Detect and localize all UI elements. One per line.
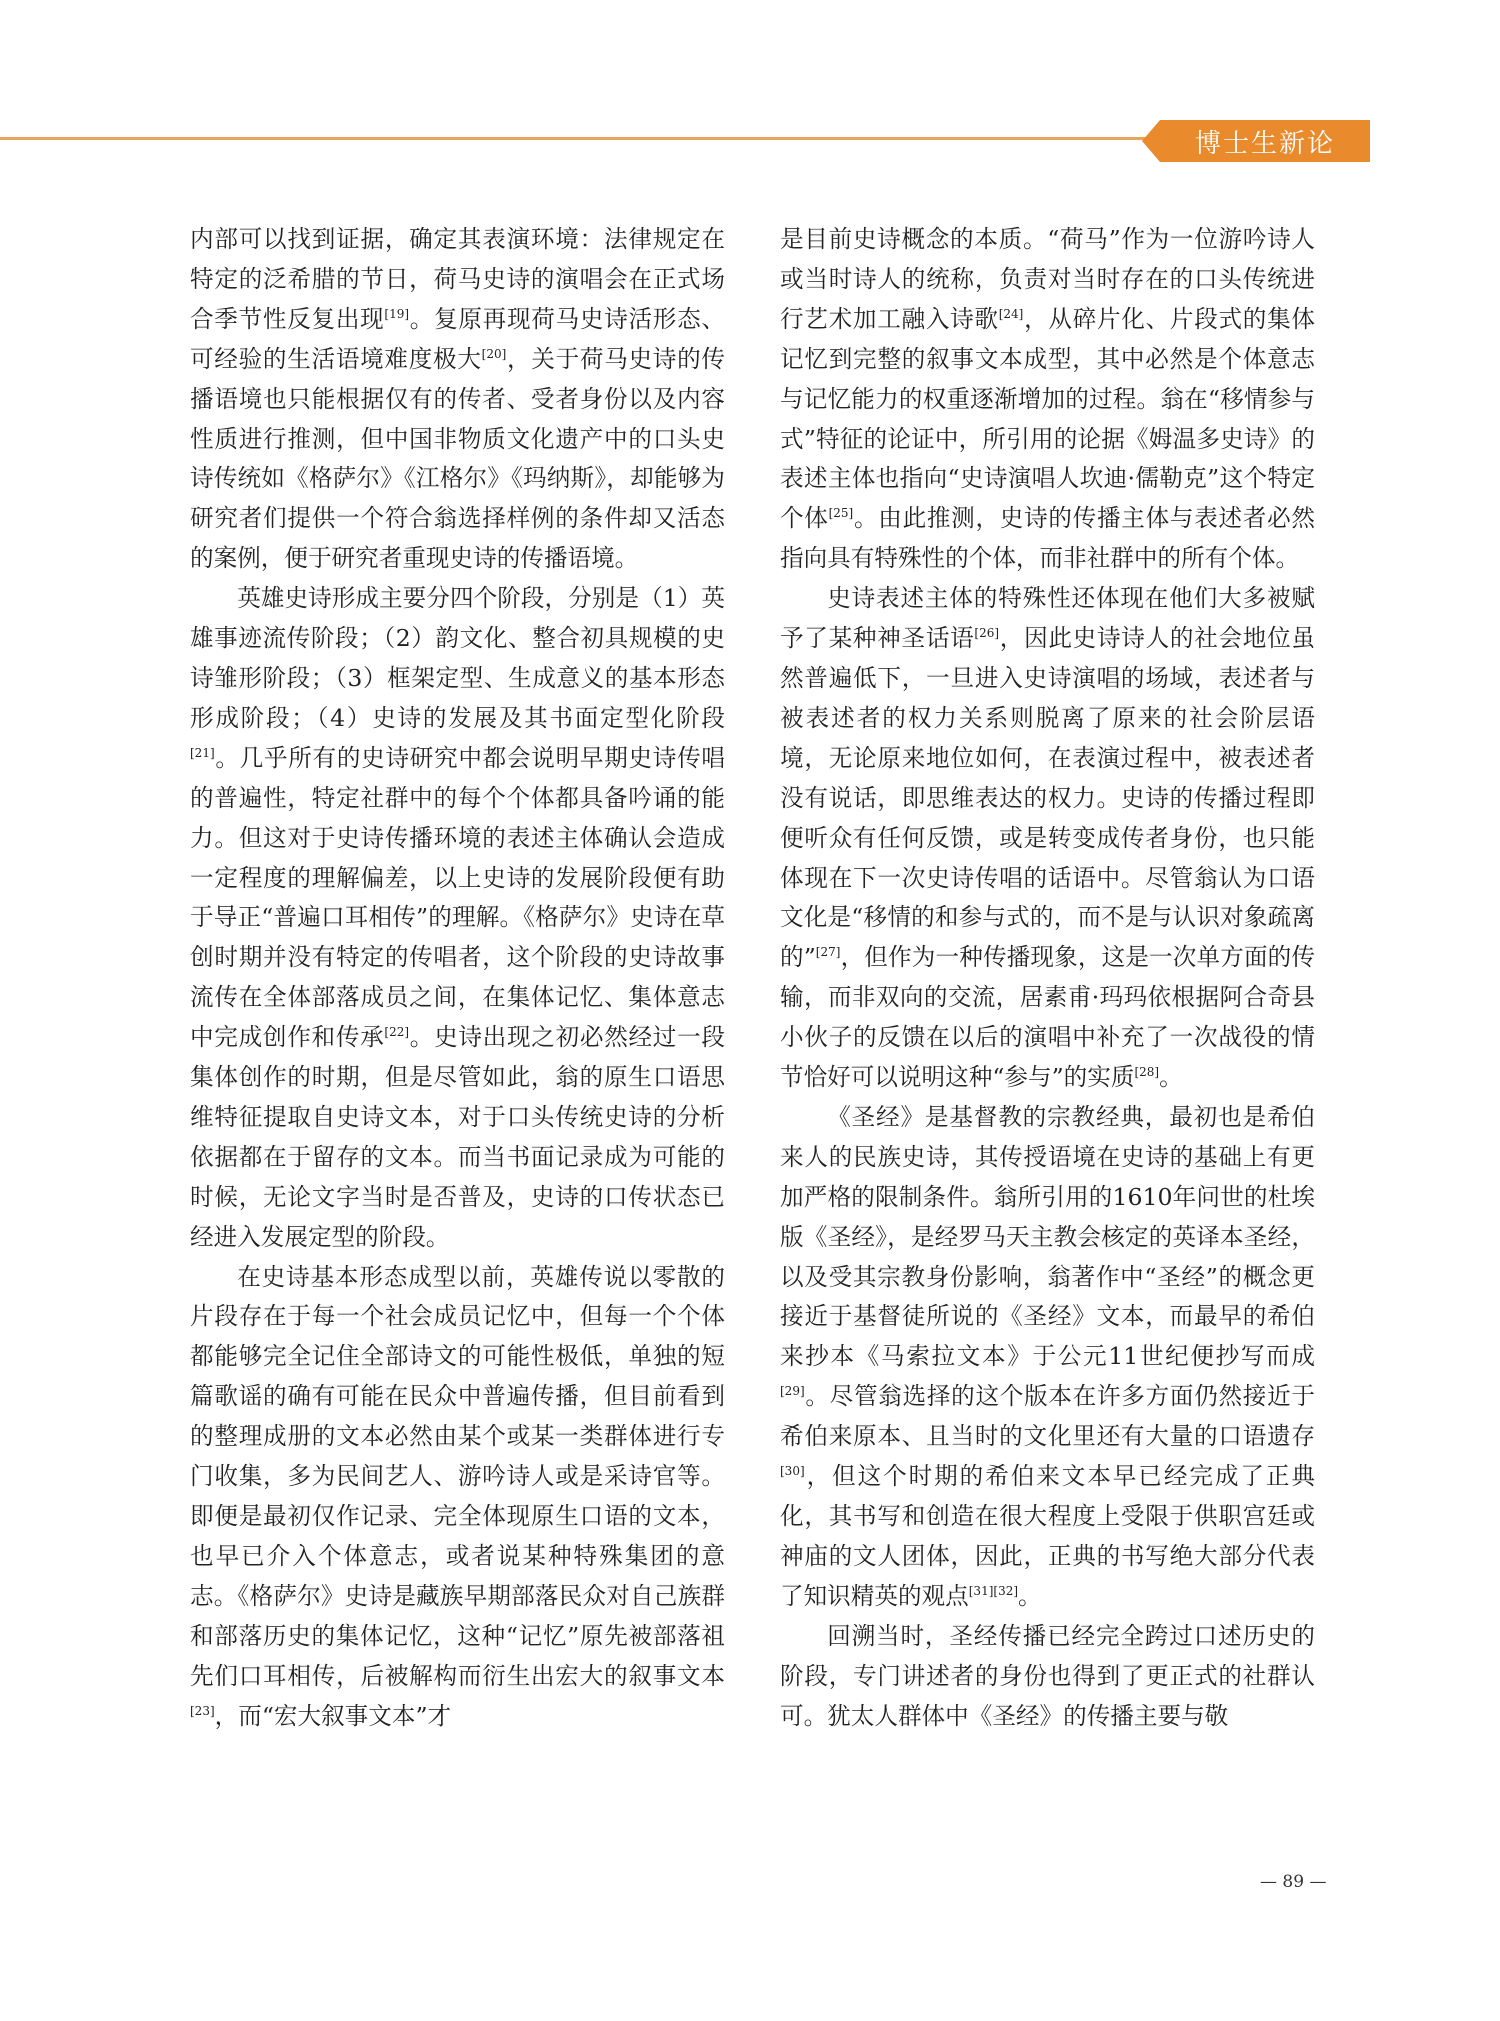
citation-ref: [31][32] [968, 1583, 1019, 1598]
paragraph [190, 1258, 725, 1737]
citation-ref: [29] [780, 1384, 805, 1399]
paragraph-text: ，但这个时期的希伯来文本早已经完成了正典化，其书写和创造在很大程度上受限于供职宫廷或神庙的文人团体，因此，正典的书写绝大部分代表了知识精英的观点 [780, 1462, 1315, 1610]
paragraph-text: 在史诗基本形态成型以前，英雄传说以零散的片段存在于每一个社会成员记忆中，但每一个个体都能够完全记住全部诗文的可能性极低，单独的短篇歌谣的确有可能在民众中普遍传播，但目前看到的整理成册的文本必然由某个或某一类群体进行专门收集，多为民间艺人、游吟诗人或是采诗官等。即便是最初仅作记录、完全体现原生口语的文本，也早已介入个体意志，或者说某种特殊集团的意志。《格萨尔》史诗是藏族早期部落民众对自己族群和部落历史的集体记忆，这种“记忆”原先被部落祖先们口耳相传，后被解构而衍生出宏大的叙事文本 [190, 1262, 725, 1690]
paragraph-text: 。由此推测，史诗的传播主体与表述者必然指向具有特殊性的个体，而非社群中的所有个体。 [780, 504, 1316, 573]
citation-ref: [24] [998, 306, 1024, 321]
citation-ref: [30] [780, 1464, 805, 1479]
paragraph [780, 1617, 1315, 1737]
paragraph-text: ，从碎片化、片段式的集体记忆到完整的叙事文本成型，其中必然是个体意志与记忆能力的权重逐渐增加的过程。翁在“移情参与式”特征的论证中，所引用的论据《姆温多史诗》的表述主体也指向“史诗演唱人坎迪·儒勒克”这个特定个体 [780, 304, 1316, 533]
citation-ref: [27] [815, 945, 841, 960]
section-label: 博士生新论 [1160, 120, 1370, 162]
paragraph-text: 。尽管翁选择的这个版本在许多方面仍然接近于希伯来原本、且当时的文化里还有大量的口语遗存 [780, 1382, 1315, 1451]
paragraph-text: ，而“宏大叙事文本”才 [214, 1701, 452, 1730]
paragraph-text: ，关于荷马史诗的传播语境也只能根据仅有的传者、受者身份以及内容性质进行推测，但中国非物质文化遗产中的口头史诗传统如《格萨尔》《江格尔》《玛纳斯》，却能够为研究者们提供一个符合翁选择样例的条件却又活态的案例，便于研究者重现史诗的传播语境。 [190, 344, 726, 573]
paragraph-text: 。史诗出现之初必然经过一段集体创作的时期，但是尽管如此，翁的原生口语思维特征提取自史诗文本，对于口头传统史诗的分析依据都在于留存的文本。而当书面记录成为可能的时候，无论文字当时是否普及，史诗的口传状态已经进入发展定型的阶段。 [190, 1023, 725, 1251]
citation-ref: [25] [828, 506, 854, 521]
paragraph [780, 579, 1315, 1098]
header-rule [0, 137, 1160, 140]
paragraph [190, 579, 725, 1257]
citation-ref: [21] [190, 745, 215, 760]
paragraph-text: 回溯当时，圣经传播已经完全跨过口述历史的阶段，专门讲述者的身份也得到了更正式的社群认可。犹太人群体中《圣经》的传播主要与敬 [780, 1621, 1315, 1730]
citation-ref: [23] [190, 1703, 215, 1718]
citation-ref: [20] [481, 346, 507, 361]
paragraph [190, 220, 725, 579]
paragraph-text: 史诗表述主体的特殊性还体现在他们大多被赋予了某种神圣话语 [780, 584, 1315, 653]
paragraph-text: 。几乎所有的史诗研究中都会说明早期史诗传唱的普遍性，特定社群中的每个个体都具备吟诵的能力。但这对于史诗传播环境的表述主体确认会造成一定程度的理解偏差，以上史诗的发展阶段便有助于导正“普遍口耳相传”的理解。《格萨尔》史诗在草创时期并没有特定的传唱者，这个阶段的史诗故事流传在全体部落成员之间，在集体记忆、集体意志中完成创作和传承 [190, 743, 725, 1052]
citation-ref: [28] [1134, 1065, 1160, 1080]
paragraph-text: 《圣经》是基督教的宗教经典，最初也是希伯来人的民族史诗，其传授语境在史诗的基础上有更加严格的限制条件。翁所引用的1610年问世的杜埃版《圣经》，是经罗马天主教会核定的英译本圣经，以及受其宗教身份影响，翁著作中“圣经”的概念更接近于基督徒所说的《圣经》文本，而最早的希伯来抄本《马索拉文本》于公元11世纪便抄写而成 [780, 1102, 1315, 1371]
paragraph-text: ，因此史诗诗人的社会地位虽然普遍低下，一旦进入史诗演唱的场域，表述者与被表述者的权力关系则脱离了原来的社会阶层语境，无论原来地位如何，在表演过程中，被表述者没有说话，即思维表达的权力。史诗的传播过程即便听众有任何反馈，或是转变成传者身份，也只能体现在下一次史诗传唱的话语中。尽管翁认为口语文化是“移情的和参与式的，而不是与认识对象疏离的” [780, 624, 1315, 972]
citation-ref: [19] [384, 306, 410, 321]
paragraph-text: 是目前史诗概念的本质。“荷马”作为一位游吟诗人或当时诗人的统称，负责对当时存在的口头传统进行艺术加工融入诗歌 [780, 225, 1315, 333]
paragraph-text: ，但作为一种传播现象，这是一次单方面的传输，而非双向的交流，居素甫·玛玛依根据阿合奇县小伙子的反馈在以后的演唱中补充了一次战役的情节恰好可以说明这种“参与”的实质 [780, 943, 1316, 1092]
paragraph-text: 。 [1018, 1581, 1042, 1610]
page-number: — 89 — [1260, 1872, 1327, 1892]
paragraph-text: 内部可以找到证据，确定其表演环境：法律规定在特定的泛希腊的节日，荷马史诗的演唱会在正式场合季节性反复出现 [190, 225, 725, 333]
citation-ref: [22] [384, 1025, 410, 1040]
left-column [190, 220, 725, 1736]
citation-ref: [26] [974, 626, 1000, 641]
paragraph-text: 。复原再现荷马史诗活形态、可经验的生活语境难度极大 [190, 304, 725, 373]
paragraph-text: 英雄史诗形成主要分四个阶段，分别是（1）英雄事迹流传阶段；（2）韵文化、整合初具规模的史诗雏形阶段；（3）框架定型、生成意义的基本形态形成阶段；（4）史诗的发展及其书面定型化阶段 [190, 584, 725, 732]
paragraph-text: 。 [1159, 1063, 1183, 1092]
paragraph [780, 1098, 1315, 1617]
paragraph [780, 220, 1315, 579]
right-column [780, 220, 1315, 1736]
